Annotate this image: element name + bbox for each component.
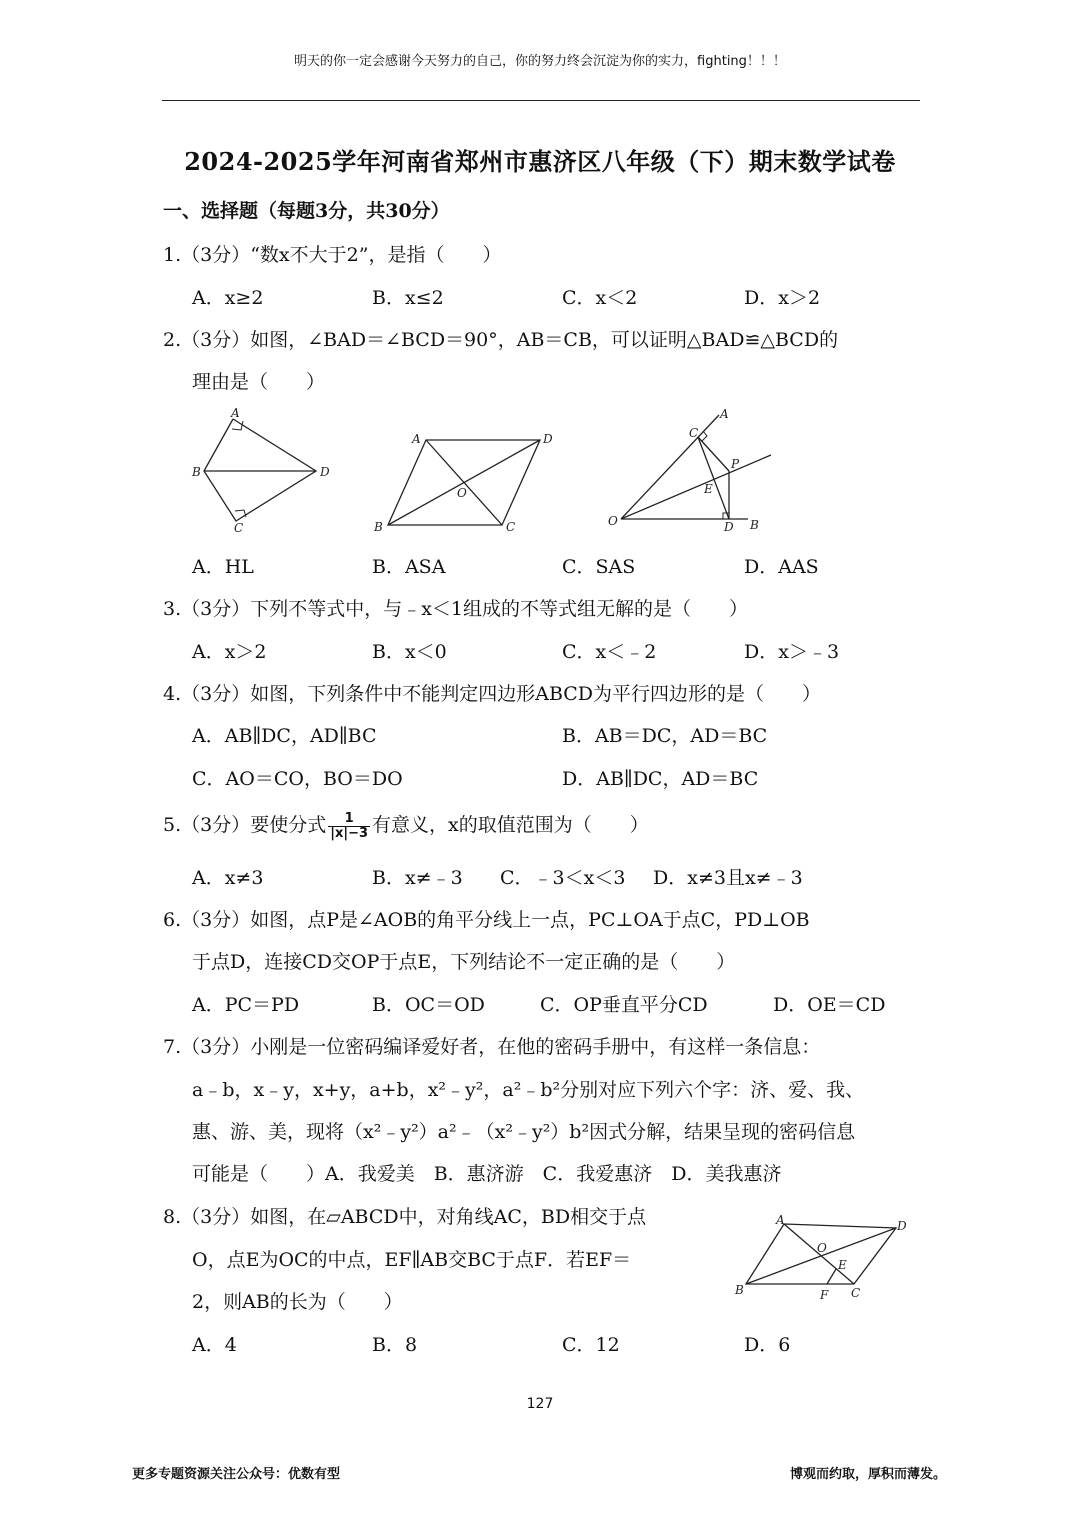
- q6-option-d: D．OE＝CD: [773, 994, 886, 1016]
- q2-figure-angle: [603, 405, 783, 537]
- q5-fraction-numerator: 1: [328, 812, 370, 827]
- header-motto: 明天的你一定会感谢今天努力的自己，你的努力终会沉淀为你的实力，fighting！！！: [294, 54, 786, 69]
- q5-option-a: A．x≠3: [192, 867, 264, 889]
- q8-option-c: C．12: [562, 1334, 620, 1356]
- q3-stem: 3.（3分）下列不等式中，与﹣x＜1组成的不等式组无解的是（ ）: [163, 598, 749, 620]
- fig8-label-e: E: [838, 1258, 847, 1272]
- q2-option-d: D．AAS: [744, 556, 819, 578]
- q5-stem-post: 有意义，x的取值范围为（ ）: [372, 814, 649, 836]
- q2-option-b: B．ASA: [372, 556, 446, 578]
- q8-option-b: B．8: [372, 1334, 418, 1356]
- fig3-label-a: A: [720, 407, 729, 421]
- q5-fraction: [328, 812, 370, 841]
- q4-option-c: C．AO＝CO，BO＝DO: [192, 768, 403, 790]
- fig3-label-o: O: [608, 514, 618, 528]
- fig1-label-a: A: [231, 406, 240, 420]
- q1-option-c: C．x＜2: [562, 287, 638, 309]
- q8-option-d: D．6: [744, 1334, 791, 1356]
- fig1-label-c: C: [234, 521, 244, 535]
- fig3-label-c: C: [689, 426, 699, 440]
- fig3-label-e: E: [704, 482, 713, 496]
- q2-figure-parallelogram: [366, 425, 566, 537]
- q8-figure-parallelogram: [730, 1208, 912, 1308]
- fig1-label-b: B: [192, 465, 201, 479]
- q6-option-a: A．PC＝PD: [192, 994, 300, 1016]
- q5-option-d: D．x≠3且x≠﹣3: [653, 867, 803, 889]
- q7-stem-line1: 7.（3分）小刚是一位密码编译爱好者，在他的密码手册中，有这样一条信息：: [163, 1036, 821, 1058]
- q5-option-c: C．﹣3＜x＜3: [500, 867, 626, 889]
- q2-option-a: A．HL: [192, 556, 254, 578]
- q8-stem-line3: 2，则AB的长为（ ）: [192, 1291, 403, 1313]
- fig3-label-p: P: [731, 457, 740, 471]
- q7-stem-line3: 惠、游、美，现将（x²﹣y²）a²﹣（x²﹣y²）b²因式分解，结果呈现的密码信息: [192, 1121, 856, 1143]
- q7-stem-line4: 可能是（ ）A．我爱美 B．惠济游 C．我爱惠济 D．美我惠济: [192, 1163, 782, 1185]
- section-heading: 一、选择题（每题3分，共30分）: [163, 200, 450, 222]
- q4-option-a: A．AB∥DC，AD∥BC: [192, 725, 377, 747]
- q7-stem-line2: a﹣b，x﹣y，x+y，a+b，x²﹣y²，a²﹣b²分别对应下列六个字：济、爱、我、: [192, 1079, 865, 1101]
- footer-right: 博观而约取，厚积而薄发。: [789, 1467, 946, 1482]
- q3-option-b: B．x＜0: [372, 641, 447, 663]
- q8-stem-line2: O，点E为OC的中点，EF∥AB交BC于点F．若EF＝: [192, 1249, 632, 1271]
- q8-option-a: A．4: [192, 1334, 237, 1356]
- fig8-label-b: B: [735, 1283, 744, 1297]
- fig1-label-d: D: [320, 465, 330, 479]
- fig8-label-f: F: [820, 1288, 829, 1302]
- q1-option-d: D．x＞2: [744, 287, 821, 309]
- q1-option-a: A．x≥2: [192, 287, 264, 309]
- q3-option-d: D．x＞﹣3: [744, 641, 840, 663]
- q2-stem-line2: 理由是（ ）: [192, 371, 326, 393]
- header-rule: [162, 100, 920, 101]
- fig2-label-b: B: [374, 520, 383, 534]
- q6-stem-line1: 6.（3分）如图，点P是∠AOB的角平分线上一点，PC⊥OA于点C，PD⊥OB: [163, 909, 810, 931]
- q6-option-b: B．OC＝OD: [372, 994, 485, 1016]
- q6-option-c: C．OP垂直平分CD: [540, 994, 708, 1016]
- fig2-label-o: O: [457, 486, 467, 500]
- q8-stem-line1: 8.（3分）如图，在▱ABCD中，对角线AC，BD相交于点: [163, 1206, 647, 1228]
- q2-stem-line1: 2.（3分）如图，∠BAD＝∠BCD＝90°，AB＝CB，可以证明△BAD≌△BCD的: [163, 329, 839, 351]
- q5-stem: [163, 810, 649, 841]
- q3-option-c: C．x＜﹣2: [562, 641, 657, 663]
- fig8-label-c: C: [851, 1286, 861, 1300]
- q3-option-a: A．x＞2: [192, 641, 267, 663]
- fig3-label-b: B: [750, 518, 759, 532]
- q4-option-d: D．AB∥DC，AD＝BC: [562, 768, 759, 790]
- fig3-label-d: D: [724, 520, 734, 534]
- fig8-label-a: A: [776, 1213, 785, 1227]
- fig2-label-c: C: [506, 520, 516, 534]
- q1-option-b: B．x≤2: [372, 287, 444, 309]
- footer-left: 更多专题资源关注公众号：优数有型: [132, 1467, 341, 1482]
- q2-figure-kite: [186, 405, 336, 535]
- q5-fraction-denominator: |x|−3: [330, 825, 369, 841]
- page-title: 2024-2025学年河南省郑州市惠济区八年级（下）期末数学试卷: [184, 147, 896, 176]
- fig8-label-o: O: [817, 1241, 827, 1255]
- fig2-label-d: D: [543, 432, 553, 446]
- q4-stem: 4.（3分）如图，下列条件中不能判定四边形ABCD为平行四边形的是（ ）: [163, 683, 822, 705]
- q4-option-b: B．AB＝DC，AD＝BC: [562, 725, 768, 747]
- q5-stem-pre: 5.（3分）要使分式: [163, 814, 327, 836]
- q6-stem-line2: 于点D，连接CD交OP于点E，下列结论不一定正确的是（ ）: [192, 951, 736, 973]
- q5-option-b: B．x≠﹣3: [372, 867, 463, 889]
- q2-option-c: C．SAS: [562, 556, 636, 578]
- fig8-label-d: D: [897, 1219, 907, 1233]
- q1-stem: 1.（3分）“数x不大于2”，是指（ ）: [163, 244, 502, 266]
- page-number: 127: [526, 1396, 554, 1412]
- fig2-label-a: A: [412, 432, 421, 446]
